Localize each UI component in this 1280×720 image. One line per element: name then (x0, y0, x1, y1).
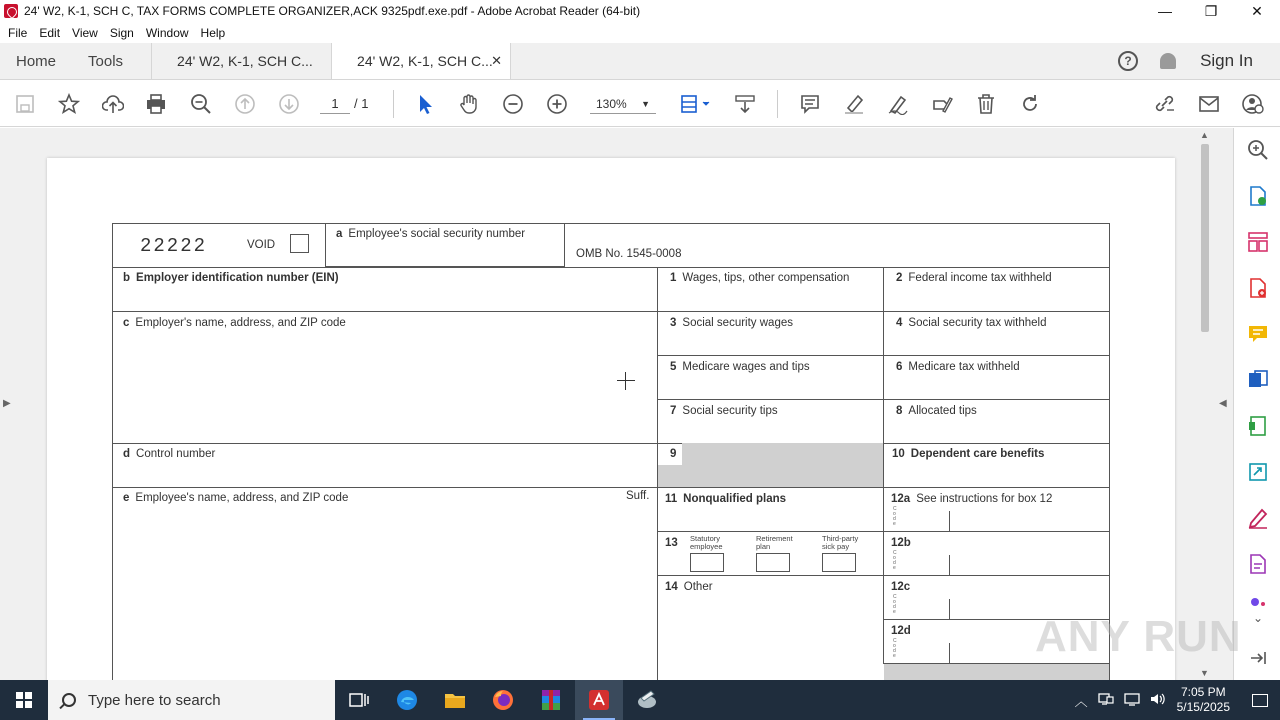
export-pdf-icon[interactable] (1246, 184, 1270, 208)
toolbar (0, 80, 1280, 127)
tab-home[interactable]: Home (16, 52, 57, 70)
compress-pdf-icon[interactable] (1246, 414, 1270, 438)
box-11-label: Nonqualified plans (683, 493, 787, 505)
clock-date: 5/15/2025 (1176, 700, 1230, 714)
vertical-scrollbar[interactable] (1197, 128, 1213, 680)
document-tab-label: 24' W2, K-1, SCH C... (357, 53, 493, 69)
page-number-input[interactable]: 1 (320, 94, 350, 114)
clock[interactable] (1177, 685, 1230, 715)
tab-bar (0, 43, 1280, 80)
collapse-panel-icon[interactable] (1246, 646, 1270, 670)
box-9-shading (682, 443, 884, 487)
menu-file[interactable]: File (8, 25, 28, 40)
comment-icon[interactable] (798, 92, 822, 116)
menu-sign[interactable]: Sign (109, 25, 134, 40)
form-row-3 (657, 311, 1110, 356)
code-divider (949, 511, 950, 531)
void-label: VOID (247, 239, 276, 251)
firefox-icon[interactable] (479, 680, 527, 720)
title-bar (0, 0, 1280, 22)
more-tools-icon[interactable] (1246, 592, 1270, 612)
volume-icon[interactable] (1150, 692, 1166, 709)
fill-sign-icon[interactable] (930, 92, 954, 116)
acrobat-app-icon (4, 4, 18, 18)
clock-time: 7:05 PM (1180, 685, 1226, 699)
zoom-level-select[interactable] (590, 94, 656, 114)
bookmark-star-icon[interactable] (57, 92, 81, 116)
box-c[interactable] (112, 311, 657, 444)
windows-logo-icon (16, 692, 32, 708)
box-a[interactable] (325, 223, 565, 267)
scroll-mode-icon[interactable] (733, 92, 757, 116)
box-9-shading (658, 465, 682, 487)
box-13 (657, 531, 883, 575)
box-6-number: 6 (896, 361, 903, 373)
retirement-plan-checkbox[interactable] (756, 553, 790, 572)
box-8-number: 8 (896, 405, 903, 417)
box-e[interactable] (112, 487, 657, 680)
statutory-employee-checkbox[interactable] (690, 553, 724, 572)
save-icon[interactable] (13, 92, 37, 116)
box-2[interactable] (883, 267, 1109, 311)
box-a-label: Employee's social security number (348, 228, 526, 240)
comment-tool-icon[interactable] (1246, 322, 1270, 346)
box-6[interactable] (883, 355, 1110, 399)
taskbar (0, 680, 1280, 720)
box-14-number: 14 (665, 581, 678, 593)
edit-pdf-icon[interactable] (1246, 552, 1270, 576)
box-8-label: Allocated tips (908, 405, 977, 417)
document-tab-1[interactable] (151, 43, 331, 79)
omb-number: OMB No. 1545-0008 (576, 248, 682, 260)
zoom-out-icon[interactable] (501, 92, 525, 116)
start-button[interactable] (0, 680, 48, 720)
right-tools-panel (1233, 128, 1280, 680)
system-tray (1070, 680, 1280, 720)
box-1[interactable] (657, 267, 883, 311)
third-party-sick-pay-label: Third-party sick pay (822, 534, 859, 551)
third-party-sick-pay-checkbox[interactable] (822, 553, 856, 572)
delete-icon[interactable] (974, 92, 998, 116)
box-b-label: Employer identification number (EIN) (136, 272, 339, 284)
minimize-button[interactable]: — (1158, 3, 1172, 19)
network-icon[interactable] (1098, 692, 1114, 709)
organize-pages-icon[interactable] (1246, 230, 1270, 254)
file-explorer-icon[interactable] (431, 680, 479, 720)
box-8[interactable] (883, 399, 1110, 443)
close-tab-icon[interactable]: ✕ (491, 53, 503, 68)
scrollbar-thumb[interactable] (1201, 144, 1209, 332)
menu-view[interactable]: View (72, 25, 98, 40)
print-icon[interactable] (144, 92, 168, 116)
restore-button[interactable]: ❐ (1204, 2, 1218, 19)
form-row-2 (112, 267, 1110, 312)
winrar-icon[interactable] (527, 680, 575, 720)
zoom-search-icon[interactable] (189, 92, 213, 116)
taskbar-search-box[interactable] (48, 680, 335, 720)
draw-icon[interactable] (886, 92, 910, 116)
sign-in-link[interactable]: Sign In (1200, 51, 1253, 70)
email-icon[interactable] (1197, 92, 1221, 116)
page-fit-icon[interactable] (678, 92, 714, 116)
menu-help[interactable]: Help (200, 25, 226, 40)
box-c-label: Employer's name, address, and ZIP code (135, 317, 346, 329)
box-6-label: Medicare tax withheld (908, 361, 1020, 373)
box-5-number: 5 (670, 361, 677, 373)
box-c-letter: c (123, 317, 130, 329)
box-1-number: 1 (670, 272, 677, 284)
zoom-in-icon[interactable] (545, 92, 569, 116)
page-up-icon[interactable] (233, 92, 257, 116)
box-5-label: Medicare wages and tips (682, 361, 810, 373)
tab-tools[interactable]: Tools (88, 52, 124, 70)
page-down-icon[interactable] (277, 92, 301, 116)
search-zoom-icon[interactable] (1246, 138, 1270, 162)
box-1-label: Wages, tips, other compensation (682, 272, 850, 284)
window-title: 24' W2, K-1, SCH C, TAX FORMS COMPLETE ORGANIZER,ACK 9325pdf.exe.pdf - Adobe Acrobat Reader (64-bit) (24, 4, 641, 18)
box-9 (657, 443, 883, 487)
code-tag: C o d e (893, 594, 897, 615)
document-viewer[interactable] (0, 128, 1233, 680)
chevron-down-icon: ▼ (641, 99, 650, 109)
account-icon[interactable] (1241, 92, 1265, 116)
menu-bar (0, 22, 1280, 43)
form-row-5 (657, 399, 1110, 444)
search-icon (62, 693, 76, 707)
box-14-label: Other (683, 581, 713, 593)
box-12a-number: 12a (891, 493, 911, 505)
rotate-icon[interactable] (1018, 92, 1042, 116)
code-divider (949, 643, 950, 663)
box-12a-label: See instructions for box 12 (916, 493, 1053, 505)
code-divider (949, 599, 950, 619)
highlight-icon[interactable] (842, 92, 866, 116)
box-2-number: 2 (896, 272, 903, 284)
box-d-label: Control number (136, 448, 216, 460)
code-tag: C o d e (893, 550, 897, 571)
box-3-label: Social security wages (682, 317, 793, 329)
box-10-number: 10 (892, 448, 905, 460)
hand-icon[interactable] (457, 92, 481, 116)
box-e-letter: e (123, 492, 130, 504)
box-a-letter: a (336, 228, 343, 240)
create-pdf-icon[interactable] (1246, 276, 1270, 300)
window-controls (1142, 0, 1280, 22)
form-row-header (112, 223, 1110, 268)
box-13-number: 13 (665, 537, 678, 549)
form-code: 22222 (140, 235, 208, 257)
acrobat-icon[interactable] (575, 680, 623, 720)
scroll-down-icon[interactable]: ▼ (1200, 668, 1209, 678)
box-12c-number: 12c (891, 581, 911, 593)
menu-edit[interactable]: Edit (39, 25, 61, 40)
box-e-label: Employee's name, address, and ZIP code (135, 492, 349, 504)
notification-center-icon[interactable] (1240, 680, 1280, 720)
omb-cell (564, 223, 1109, 267)
toolbar-divider (393, 90, 394, 118)
document-tab-2[interactable] (331, 43, 511, 79)
box-7-label: Social security tips (682, 405, 778, 417)
close-button[interactable]: ✕ (1251, 2, 1263, 19)
left-panel-toggle-icon[interactable]: ▶ (3, 398, 11, 409)
display-icon[interactable] (1124, 692, 1140, 709)
help-icon[interactable]: ? (1118, 51, 1138, 71)
search-placeholder: Type here to search (88, 691, 221, 709)
box-b-letter: b (123, 272, 131, 284)
box-12b-number: 12b (891, 537, 911, 549)
code-divider (949, 555, 950, 575)
box-12d-number: 12d (891, 625, 911, 637)
box-7-number: 7 (670, 405, 677, 417)
document-tab-label: 24' W2, K-1, SCH C... (177, 53, 313, 69)
box-12-shading (884, 664, 1109, 680)
form-row-7 (657, 487, 1110, 532)
retirement-plan-label: Retirement plan (756, 534, 793, 551)
edge-icon[interactable] (383, 680, 431, 720)
fill-and-sign-icon[interactable] (1246, 506, 1270, 530)
other-app-icon[interactable] (623, 680, 671, 720)
box-10-label: Dependent care benefits (910, 448, 1045, 460)
page-total: / 1 (354, 96, 369, 111)
chevron-down-icon[interactable]: ⌄ (1252, 611, 1264, 625)
right-panel-toggle-icon[interactable]: ◀ (1219, 398, 1227, 409)
box-4[interactable] (883, 311, 1110, 355)
notification-bell-icon[interactable] (1160, 53, 1176, 69)
box-14[interactable] (657, 575, 883, 680)
box-11[interactable] (657, 487, 883, 531)
code-tag: C o d e (893, 638, 897, 659)
send-for-review-icon[interactable] (1246, 460, 1270, 484)
form-row-8 (657, 531, 1110, 576)
form-row-4 (657, 355, 1110, 400)
menu-window[interactable]: Window (145, 25, 189, 40)
task-view-icon[interactable] (335, 680, 383, 720)
zoom-level-value: 130% (596, 97, 627, 111)
select-arrow-icon[interactable] (413, 92, 437, 116)
box-7[interactable] (657, 399, 883, 443)
combine-files-icon[interactable] (1246, 368, 1270, 392)
void-checkbox[interactable] (290, 234, 309, 253)
box-11-number: 11 (665, 493, 678, 505)
scroll-up-icon[interactable]: ▲ (1200, 130, 1209, 140)
box-4-label: Social security tax withheld (908, 317, 1047, 329)
watermark: ANY RUN (1035, 612, 1242, 661)
box-9-number: 9 (670, 448, 677, 460)
suffix-label: Suff. (626, 490, 650, 502)
box-12b[interactable] (883, 531, 1110, 575)
box-2-label: Federal income tax withheld (908, 272, 1052, 284)
form-row-6 (112, 443, 1110, 488)
box-4-number: 4 (896, 317, 903, 329)
box-3-number: 3 (670, 317, 677, 329)
box-10[interactable] (883, 443, 1109, 487)
share-link-icon[interactable] (1152, 92, 1176, 116)
code-tag: C o d e (893, 506, 897, 527)
upload-icon[interactable] (101, 92, 125, 116)
box-12a[interactable] (883, 487, 1110, 531)
chevron-up-icon[interactable]: ︿ (1074, 693, 1088, 709)
statutory-employee-label: Statutory employee (690, 534, 723, 551)
toolbar-divider (777, 90, 778, 118)
box-5[interactable] (657, 355, 883, 399)
box-3[interactable] (657, 311, 883, 355)
crosshair-cursor-icon (617, 372, 635, 390)
box-d-letter: d (123, 448, 131, 460)
